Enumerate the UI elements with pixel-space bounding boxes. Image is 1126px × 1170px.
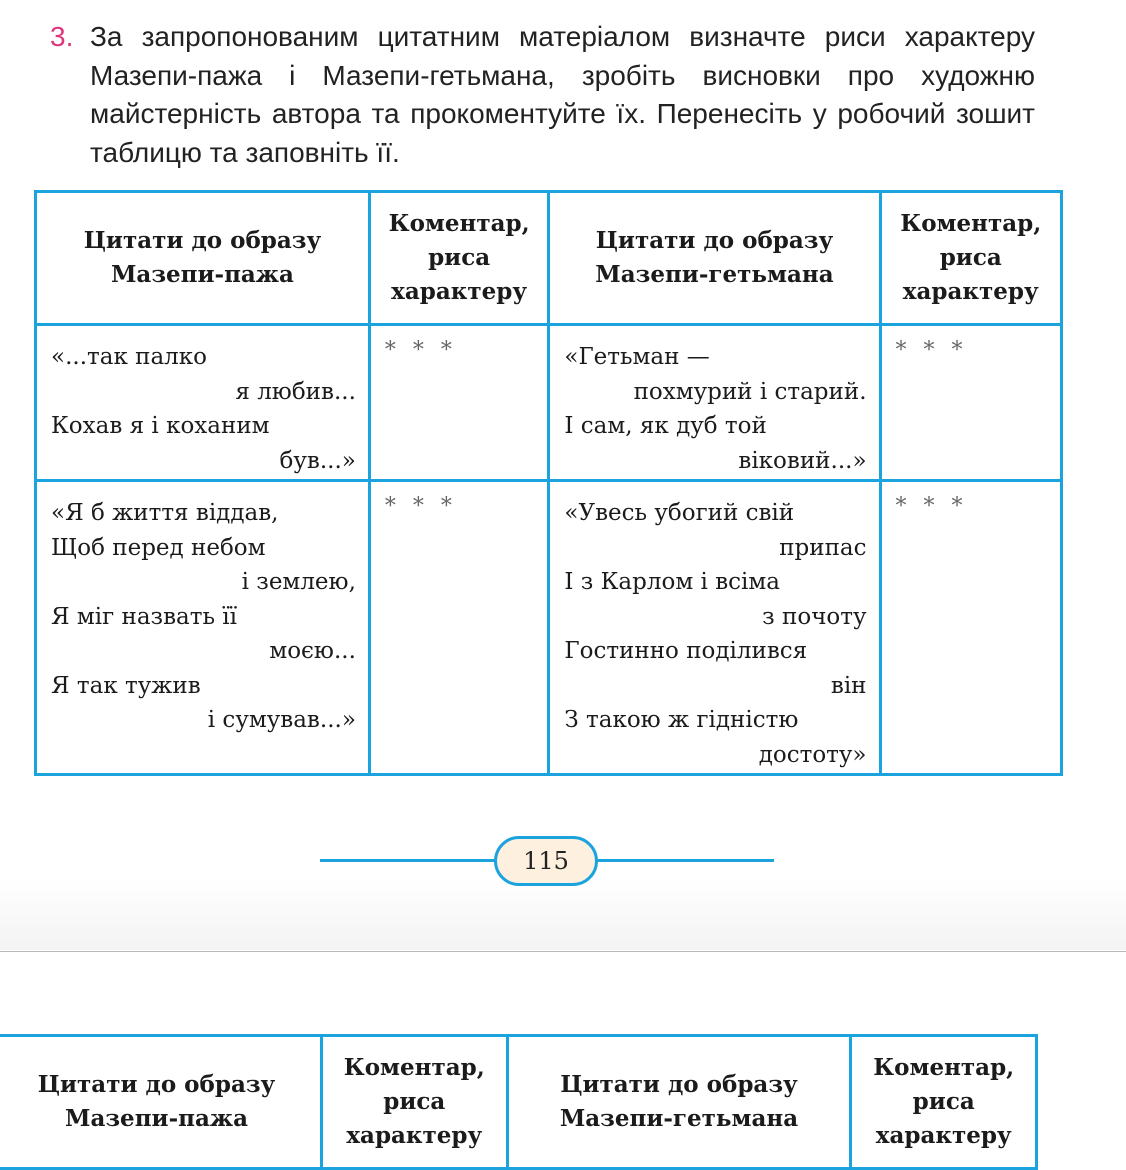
- header-line: риса: [383, 1088, 446, 1115]
- header-line: Мазепи-пажа: [65, 1105, 248, 1132]
- header-line: характеру: [391, 278, 528, 305]
- header-line: риса: [939, 244, 1002, 271]
- header-line: Цитати до образу: [595, 227, 834, 254]
- cell-quote-paz: [36, 325, 370, 481]
- page-number-line-right: [596, 859, 774, 862]
- header-line: риса: [912, 1088, 975, 1115]
- placeholder-stars: * * *: [895, 338, 968, 363]
- header-line: характеру: [346, 1122, 483, 1149]
- placeholder-stars: * * *: [895, 494, 968, 519]
- header-line: Коментар,: [343, 1054, 485, 1081]
- quote-line: І з Карлом і всіма: [564, 569, 780, 595]
- header-line: Коментар,: [900, 210, 1042, 237]
- quote-text: [550, 482, 878, 772]
- header-line: Цитати до образу: [560, 1071, 798, 1098]
- cell-comment-paz: [369, 481, 548, 775]
- header-comment-paz: [322, 1036, 508, 1169]
- quote-line: Гостинно поділився: [564, 638, 808, 664]
- header-line: Мазепи-гетьмана: [595, 261, 834, 288]
- cell-comment-getman: [880, 325, 1061, 481]
- quote-text: [550, 326, 878, 478]
- header-line: Цитати до образу: [83, 227, 322, 254]
- page-divider: [0, 951, 1126, 952]
- quotes-table-duplicate: [0, 1034, 1038, 1170]
- cell-quote-getman: [549, 481, 880, 775]
- quote-line: «...так палко: [51, 344, 208, 370]
- header-line: риса: [428, 244, 491, 271]
- page-number: 115: [494, 836, 598, 886]
- header-comment-getman: [851, 1036, 1037, 1169]
- quote-text: [37, 326, 368, 478]
- header-quotes-paz: [36, 192, 370, 325]
- quote-line: Я так тужив: [51, 672, 201, 699]
- quote-line: «Увесь убогий свій: [564, 500, 795, 526]
- quote-line: Я міг назвать її: [51, 603, 238, 630]
- quote-line: і сумував...»: [207, 707, 356, 733]
- quote-line: віковий...»: [738, 447, 867, 474]
- quote-line: «Гетьман —: [564, 344, 710, 370]
- placeholder-stars: * * *: [384, 494, 457, 519]
- quote-line: з почоту: [762, 603, 867, 630]
- header-quotes-getman: [549, 192, 880, 325]
- cell-quote-paz: [36, 481, 370, 775]
- cell-comment-getman: [880, 481, 1061, 775]
- header-comment-paz: [369, 192, 548, 325]
- cell-quote-getman: [549, 325, 880, 481]
- task-block: [50, 18, 1035, 172]
- quote-line: припас: [779, 534, 867, 561]
- quote-line: «Я б життя віддав,: [51, 500, 279, 526]
- quote-line: похмурий і старий.: [633, 378, 867, 405]
- header-line: Мазепи-пажа: [110, 261, 294, 288]
- header-line: Коментар,: [388, 210, 530, 237]
- quote-line: достоту»: [758, 741, 867, 768]
- header-line: Цитати до образу: [37, 1071, 276, 1098]
- table-header-row: [36, 192, 1062, 325]
- table-row: [36, 325, 1062, 481]
- header-line: Мазепи-гетьмана: [559, 1105, 799, 1132]
- cell-comment-paz: [369, 325, 548, 481]
- task-text: За запропонованим цитатним матеріалом визначте риси характеру Мазепи-пажа і Мазепи-гетьмана, зробіть висновки про художню майстерність автора та прокоментуйте їх. Перенесіть у робочий зошит таблицю та заповніть її.: [90, 21, 1035, 168]
- table-row: [36, 481, 1062, 775]
- header-line: характеру: [902, 278, 1039, 305]
- header-comment-getman: [880, 192, 1061, 325]
- header-line: характеру: [875, 1122, 1012, 1149]
- quotes-table: [34, 190, 1063, 776]
- quote-line: І сам, як дуб той: [564, 413, 767, 439]
- page-number-line-left: [320, 859, 496, 862]
- quote-line: Кохав я і коханим: [51, 413, 270, 439]
- quote-line: і землею,: [241, 569, 356, 595]
- task-number: 3.: [50, 21, 74, 52]
- header-quotes-getman: [507, 1036, 851, 1169]
- quote-line: він: [830, 672, 867, 699]
- quote-text: [37, 482, 368, 738]
- table-header-row: [0, 1036, 1037, 1169]
- quote-line: Щоб перед небом: [51, 534, 266, 561]
- quote-line: моєю...: [269, 638, 356, 664]
- placeholder-stars: * * *: [384, 338, 457, 363]
- quote-line: я любив...: [235, 378, 356, 405]
- header-quotes-paz: [0, 1036, 322, 1169]
- header-line: Коментар,: [873, 1054, 1015, 1081]
- quote-line: був...»: [279, 447, 356, 474]
- quote-line: З такою ж гідністю: [564, 707, 799, 733]
